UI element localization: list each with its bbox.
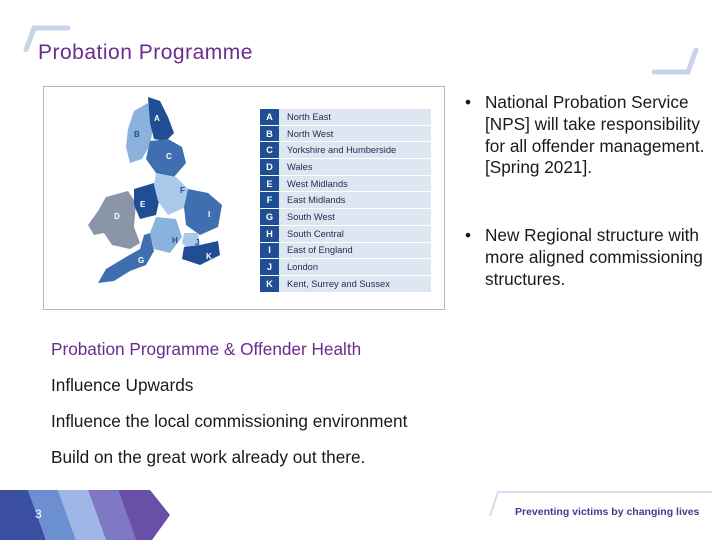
bullet-item	[461, 92, 706, 179]
map-region-label: H	[172, 236, 178, 245]
legend-code: G	[260, 209, 279, 226]
bullet-dot-icon: •	[465, 225, 472, 246]
legend-name: West Midlands	[279, 175, 431, 192]
legend-name: East of England	[279, 242, 431, 259]
england-wales-region-map	[50, 93, 250, 303]
legend-row	[260, 142, 431, 159]
bullet-text: National Probation Service [NPS] will take responsibility for all offender management. [Spring 2021].	[485, 92, 705, 178]
region-legend	[260, 109, 431, 293]
map-region-label: J	[195, 238, 200, 247]
footer-color-bars	[0, 490, 180, 540]
bullet-dot-icon: •	[465, 92, 472, 112]
legend-name: London	[279, 259, 431, 276]
key-points-list	[461, 92, 706, 291]
map-region-label: C	[166, 152, 172, 161]
decorative-corner-mark	[650, 46, 700, 78]
legend-code: H	[260, 225, 279, 242]
map-region-label: E	[140, 200, 146, 209]
legend-name: Kent, Surrey and Sussex	[279, 275, 431, 292]
probation-regions-map	[43, 86, 445, 310]
bullet-text: New Regional structure with more aligned commissioning structures.	[485, 225, 703, 289]
legend-row	[260, 259, 431, 276]
legend-row	[260, 209, 431, 226]
legend-code: J	[260, 259, 279, 276]
legend-name: Wales	[279, 159, 431, 176]
map-region-label: G	[138, 256, 145, 265]
legend-row	[260, 225, 431, 242]
legend-code: D	[260, 159, 279, 176]
map-region-label: I	[208, 210, 211, 219]
page-number: 3	[35, 507, 42, 521]
legend-name: Yorkshire and Humberside	[279, 142, 431, 159]
legend-name: East Midlands	[279, 192, 431, 209]
legend-name: North West	[279, 125, 431, 142]
legend-code: E	[260, 175, 279, 192]
legend-name: South Central	[279, 225, 431, 242]
body-line: Influence the local commissioning environment	[51, 411, 408, 431]
legend-row	[260, 275, 431, 292]
slide-title: Probation Programme	[38, 41, 253, 64]
legend-code: K	[260, 275, 279, 292]
legend-code: A	[260, 109, 279, 125]
legend-name: South West	[279, 209, 431, 226]
legend-row	[260, 242, 431, 259]
legend-code: C	[260, 142, 279, 159]
legend-code: I	[260, 242, 279, 259]
section-subheading: Probation Programme & Offender Health	[51, 339, 362, 359]
map-region-label: D	[114, 212, 120, 221]
legend-row	[260, 175, 431, 192]
map-region-label: A	[154, 114, 160, 123]
legend-row	[260, 109, 431, 125]
footer-tagline: Preventing victims by changing lives	[515, 506, 700, 518]
map-region-label: K	[206, 252, 212, 261]
map-region-label: B	[134, 130, 140, 139]
legend-name: North East	[279, 109, 431, 125]
legend-code: F	[260, 192, 279, 209]
body-line: Influence Upwards	[51, 375, 194, 395]
bullet-item	[461, 225, 706, 290]
legend-row	[260, 125, 431, 142]
legend-row	[260, 159, 431, 176]
legend-row	[260, 192, 431, 209]
map-region-label: F	[180, 186, 185, 195]
legend-code: B	[260, 125, 279, 142]
body-line: Build on the great work already out there.	[51, 447, 366, 467]
